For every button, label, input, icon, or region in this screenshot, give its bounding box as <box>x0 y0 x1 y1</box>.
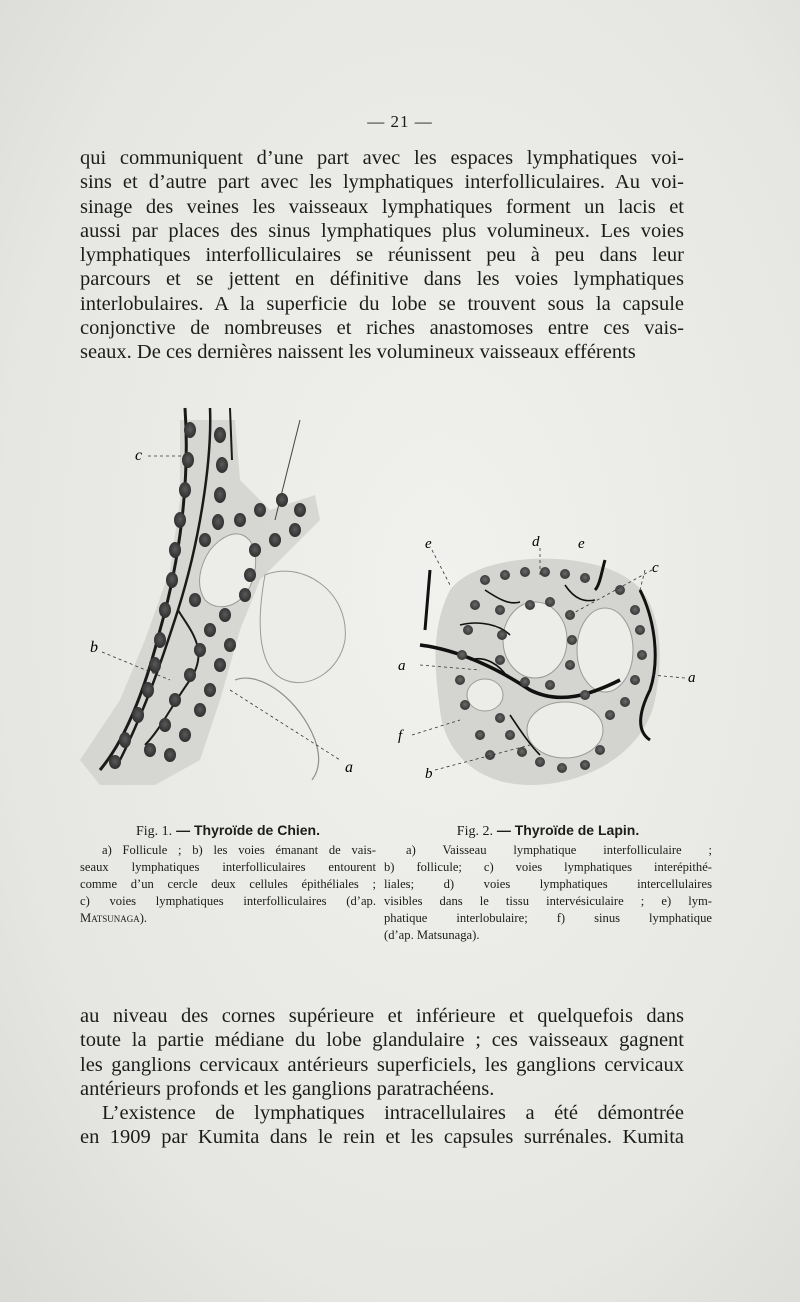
fig1-label-c: c <box>135 447 143 464</box>
text-line: conjonctive de nombreuses et riches anastomoses entre ces vais- <box>80 317 684 340</box>
caption-line: seaux lymphatiques interfolliculaires entourent <box>80 860 376 874</box>
text-line: antérieurs profonds et les ganglions paratrachéens. <box>80 1077 495 1100</box>
figure-2-number: Fig. 2. <box>456 824 493 839</box>
text-line: seaux. De ces dernières naissent les volumineux vaisseaux efférents <box>80 341 636 364</box>
caption-line: phatique interlobulaire; f) sinus lymphatique <box>384 911 712 925</box>
bottom-paragraph <box>80 1004 684 1150</box>
caption-line: visibles dans le tissu intervésiculaire ; e) lym- <box>384 894 712 908</box>
fig2-label-a-left: a <box>398 658 406 674</box>
figure-1-caption-title <box>80 822 376 840</box>
fig2-label-e-right: e <box>578 536 585 552</box>
fig1-label-a: a <box>345 759 353 776</box>
caption-line: a) Follicule ; b) les voies émanant de vais- <box>102 843 376 857</box>
caption-line: Matsunaga). <box>80 911 148 925</box>
fig2-label-a-right: a <box>688 670 696 686</box>
fig1-label-b: b <box>90 639 98 656</box>
fig2-label-f: f <box>398 728 403 744</box>
text-line: aussi par places des sinus lymphatiques plus volumineux. Les voies <box>80 219 684 242</box>
top-paragraph <box>80 146 684 365</box>
figure-2-title: — Thyroïde de Lapin. <box>496 822 640 838</box>
figure-2-caption <box>384 822 712 944</box>
text-line: lymphatiques interfolliculaires se réunissent peu à peu dans leur <box>80 244 684 267</box>
text-line: sinage des veines les vaisseaux lymphatiques forment un lacis et <box>80 195 684 218</box>
caption-line: liales; d) voies lymphatiques intercellulaires <box>384 877 712 891</box>
text-line: sins et d’autre part avec les lymphatiques interfolliculaires. Au voi- <box>80 171 684 194</box>
caption-line: a) Vaisseau lymphatique interfolliculaire ; <box>406 843 712 857</box>
fig2-label-e-left: e <box>425 536 432 552</box>
caption-line: c) voies lymphatiques interfolliculaires (d’ap. <box>80 894 376 908</box>
text-line: qui communiquent d’une part avec les espaces lymphatiques voi- <box>80 147 684 169</box>
figure-2-caption-title <box>384 822 712 840</box>
figure-2-illustration <box>390 530 720 800</box>
text-line: au niveau des cornes supérieure et inférieure et quelquefois dans <box>80 1005 684 1027</box>
text-line: les ganglions cervicaux antérieurs superficiels, les ganglions cervicaux <box>80 1053 684 1076</box>
text-line: toute la partie médiane du lobe glandulaire ; ces vaisseaux gagnent <box>80 1029 684 1052</box>
figure-1-number: Fig. 1. <box>136 824 173 839</box>
page-number: — 21 — <box>367 112 433 131</box>
text-line: parcours et se jettent en définitive dans les voies lymphatiques <box>80 268 684 291</box>
text-line: en 1909 par Kumita dans le rein et les capsules surrénales. Kumita <box>80 1126 684 1149</box>
fig2-label-d: d <box>532 534 540 550</box>
figure-1-caption <box>80 822 376 927</box>
text-line: L’existence de lymphatiques intracellulaires a été démontrée <box>102 1102 684 1125</box>
caption-line: b) follicule; c) voies lymphatiques interépithé- <box>384 860 712 874</box>
caption-line: (d’ap. Matsunaga). <box>384 928 480 942</box>
fig2-label-b: b <box>425 766 433 782</box>
figure-1-illustration <box>60 400 390 800</box>
caption-line: comme d’un cercle deux cellules épithéliales ; <box>80 877 376 891</box>
fig2-label-c: c <box>652 560 659 576</box>
figure-1-title: — Thyroïde de Chien. <box>176 822 320 838</box>
text-line: interlobulaires. A la superficie du lobe se trouvent sous la capsule <box>80 292 684 315</box>
